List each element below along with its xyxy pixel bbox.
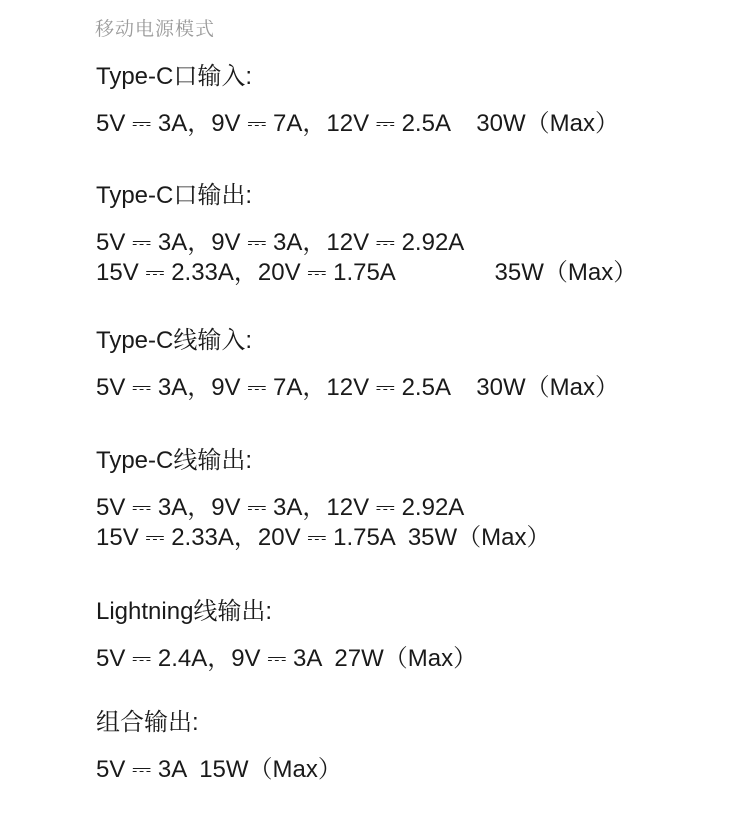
- section-heading: Type-C口输出:: [96, 182, 253, 209]
- spec-line: 15V ⎓ 2.33A，20V ⎓ 1.75A 35W（Max）: [96, 259, 638, 286]
- page-title: 移动电源模式: [95, 19, 216, 40]
- section-typec-port-input: [96, 62, 619, 139]
- section-typec-cable-output: [96, 446, 551, 553]
- section-heading: Type-C口输入:: [96, 63, 253, 90]
- section-combined-output: [96, 708, 342, 785]
- section-heading: 组合输出:: [96, 709, 199, 736]
- section-typec-cable-input: [96, 326, 619, 403]
- spec-line: 5V ⎓ 3A 15W（Max）: [96, 756, 342, 783]
- section-heading: Type-C线输出:: [96, 447, 253, 474]
- section-heading: Type-C线输入:: [96, 327, 253, 354]
- section-lightning-cable-output: [96, 597, 477, 674]
- spec-line: 5V ⎓ 3A，9V ⎓ 7A，12V ⎓ 2.5A 30W（Max）: [96, 110, 619, 137]
- section-heading: Lightning线输出:: [96, 598, 273, 625]
- spec-line: 5V ⎓ 3A，9V ⎓ 3A，12V ⎓ 2.92A: [96, 494, 465, 521]
- spec-line: 5V ⎓ 3A，9V ⎓ 3A，12V ⎓ 2.92A: [96, 229, 465, 256]
- section-typec-port-output: [96, 181, 637, 288]
- spec-line: 5V ⎓ 3A，9V ⎓ 7A，12V ⎓ 2.5A 30W（Max）: [96, 374, 619, 401]
- spec-line: 5V ⎓ 2.4A，9V ⎓ 3A 27W（Max）: [96, 645, 478, 672]
- spec-line: 15V ⎓ 2.33A，20V ⎓ 1.75A 35W（Max）: [96, 524, 551, 551]
